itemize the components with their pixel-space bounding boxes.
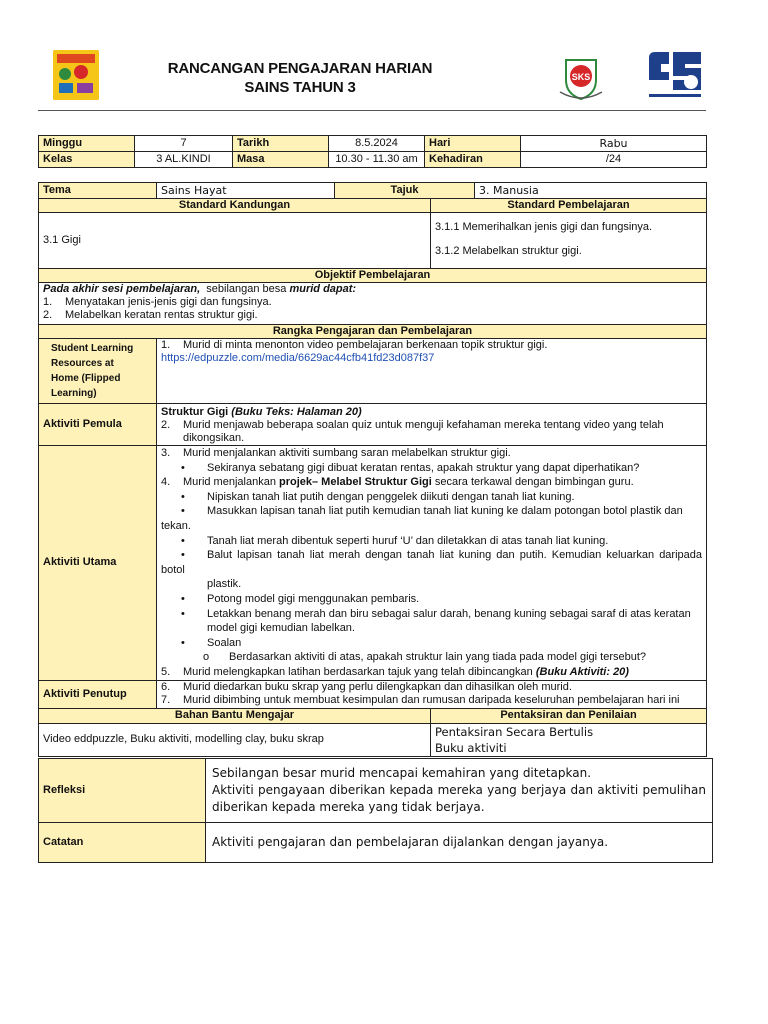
- aktiviti-utama-cell: 3. Murid menjalankan aktiviti sumbang saran melabelkan struktur gigi. • Sekiranya sebatang gigi dibuat keratan rentas, apakah struktur yang dapat diperhatikan? 4. Murid menjalankan projek– Melabel Struktur Gigi secara terkawal dengan bimbingan guru. • Nipiskan tanah liat putih dengan penggelek diikuti dengan tanah liat kuning. • Masukkan lapisan tanah liat putih kemudian tanah liat kuning ke dalam potongan botol plastik dan tekan. • Tanah liat merah dibentuk seperti huruf ‘U’ dan diletakkan di atas tanah liat kuning. • Balut lapisan tanah liat merah dengan tanah liat kuning dan putih. Kemudian keluarkan daripada botol plastik. • Potong model gigi menggunakan pembaris. • Letakkan benang merah dan biru sebagai salur darah, benang kuning sebagai saraf di atas keratan model gigi kemudian labelkan. • Soalan o Berdasarkan aktiviti di atas, apakah struktur lain yang tiada pada model gigi tersebut? 5. Murid melengkapkan latihan berdasarkan tajuk yang telah dibincangkan (Buku Aktiviti: 20): [157, 446, 707, 681]
- book-cover-logo: [53, 50, 99, 100]
- page-title: RANCANGAN PENGAJARAN HARIAN: [167, 60, 433, 77]
- aktiviti-penutup-cell: 6. Murid diedarkan buku skrap yang perlu dilengkapkan dan dihasilkan oleh murid. 7. Murid dibimbing untuk membuat kesimpulan dan rumusan daripada keseluruhan pembelajaran hari ini: [157, 680, 707, 708]
- sp-item-1: 3.1.1 Memerihalkan jenis gigi dan fungsinya.: [435, 221, 653, 233]
- tajuk-value: 3. Manusia: [475, 183, 707, 199]
- objektif-cell: [39, 283, 707, 325]
- standard-kandungan-header: Standard Kandungan: [39, 199, 431, 213]
- objektif-item: 1. Menyatakan jenis-jenis gigi dan fungsinya.: [43, 296, 272, 308]
- reflection-table: [38, 758, 713, 863]
- tema-label: Tema: [39, 183, 157, 199]
- aktiviti-utama-label: Aktiviti Utama: [39, 446, 157, 681]
- aktiviti-pemula-cell: Struktur Gigi (Buku Teks: Halaman 20) 2. Murid menjawab beberapa soalan quiz untuk menguji kefahaman mereka tentang video yang telah dikongsikan.: [157, 404, 707, 446]
- bahan-value: Video eddpuzzle, Buku aktiviti, modelling clay, buku skrap: [39, 723, 431, 756]
- sp-item-2: 3.1.2 Melabelkan struktur gigi.: [435, 245, 582, 257]
- pemula-heading-a: Struktur Gigi: [161, 406, 229, 418]
- minggu-value: 7: [135, 136, 233, 152]
- pentaksiran-header: Pentaksiran dan Penilaian: [431, 708, 707, 723]
- projek-title: projek– Melabel Struktur Gigi: [279, 476, 432, 489]
- aktiviti-penutup-label: Aktiviti Penutup: [39, 680, 157, 708]
- standard-kandungan-value: 3.1 Gigi: [39, 213, 431, 269]
- kehadiran-value: /24: [521, 152, 707, 168]
- standard-pembelajaran-cell: [431, 213, 707, 269]
- tarikh-label: Tarikh: [233, 136, 329, 152]
- flipped-learning-text: Murid di minta menonton video pembelajaran berkenaan topik struktur gigi.: [183, 339, 548, 351]
- tarikh-value: 8.5.2024: [329, 136, 425, 152]
- bahan-header: Bahan Bantu Mengajar: [39, 708, 431, 723]
- objektif-intro-c: murid dapat:: [289, 283, 357, 295]
- rangka-header: Rangka Pengajaran dan Pembelajaran: [39, 325, 707, 339]
- flipped-learning-label: Student Learning Resources at Home (Flipped Learning): [39, 339, 157, 404]
- pentaksiran-cell: Pentaksiran Secara Bertulis Buku aktiviti: [431, 723, 707, 756]
- school-crest-logo: [556, 52, 606, 102]
- kelas-value: 3 AL.KINDI: [135, 152, 233, 168]
- anniversary-logo: [645, 50, 705, 102]
- aktiviti-pemula-label: Aktiviti Pemula: [39, 404, 157, 446]
- page-subtitle: SAINS TAHUN 3: [244, 79, 356, 96]
- refleksi-label: Refleksi: [39, 759, 206, 823]
- tajuk-label: Tajuk: [335, 183, 475, 199]
- standard-pembelajaran-header: Standard Pembelajaran: [431, 199, 707, 213]
- kelas-label: Kelas: [39, 152, 135, 168]
- masa-label: Masa: [233, 152, 329, 168]
- seal-text: SKS: [571, 72, 591, 82]
- catatan-value: Aktiviti pengajaran dan pembelajaran dijalankan dengan jayanya.: [206, 823, 713, 863]
- objektif-item: 2. Melabelkan keratan rentas struktur gigi.: [43, 309, 258, 321]
- refleksi-cell: Sebilangan besar murid mencapai kemahiran yang ditetapkan. Aktiviti pengayaan diberikan kepada mereka yang berjaya dan aktiviti pemulihan diberikan kepada mereka yang tidak berjaya.: [206, 759, 713, 823]
- kehadiran-label: Kehadiran: [425, 152, 521, 168]
- tema-value: Sains Hayat: [157, 183, 335, 199]
- flipped-learning-cell: 1. Murid di minta menonton video pembelajaran berkenaan topik struktur gigi. https://edpuzzle.com/media/6629ac44cfb41fd23d087f37: [157, 339, 707, 404]
- minggu-label: Minggu: [39, 136, 135, 152]
- catatan-label: Catatan: [39, 823, 206, 863]
- edpuzzle-link[interactable]: https://edpuzzle.com/media/6629ac44cfb41fd23d087f37: [161, 352, 435, 364]
- masa-value: 10.30 - 11.30 am: [329, 152, 425, 168]
- lesson-plan-table: [38, 182, 707, 757]
- info-table: [38, 135, 707, 168]
- objektif-intro-a: Pada akhir sesi pembelajaran,: [43, 283, 201, 295]
- hari-value: Rabu: [521, 136, 707, 152]
- pemula-heading-b: (Buku Teks: Halaman 20): [231, 406, 362, 418]
- header-divider: [38, 110, 706, 111]
- objektif-intro-b: sebilangan besa: [206, 283, 287, 295]
- hari-label: Hari: [425, 136, 521, 152]
- objektif-header: Objektif Pembelajaran: [39, 269, 707, 283]
